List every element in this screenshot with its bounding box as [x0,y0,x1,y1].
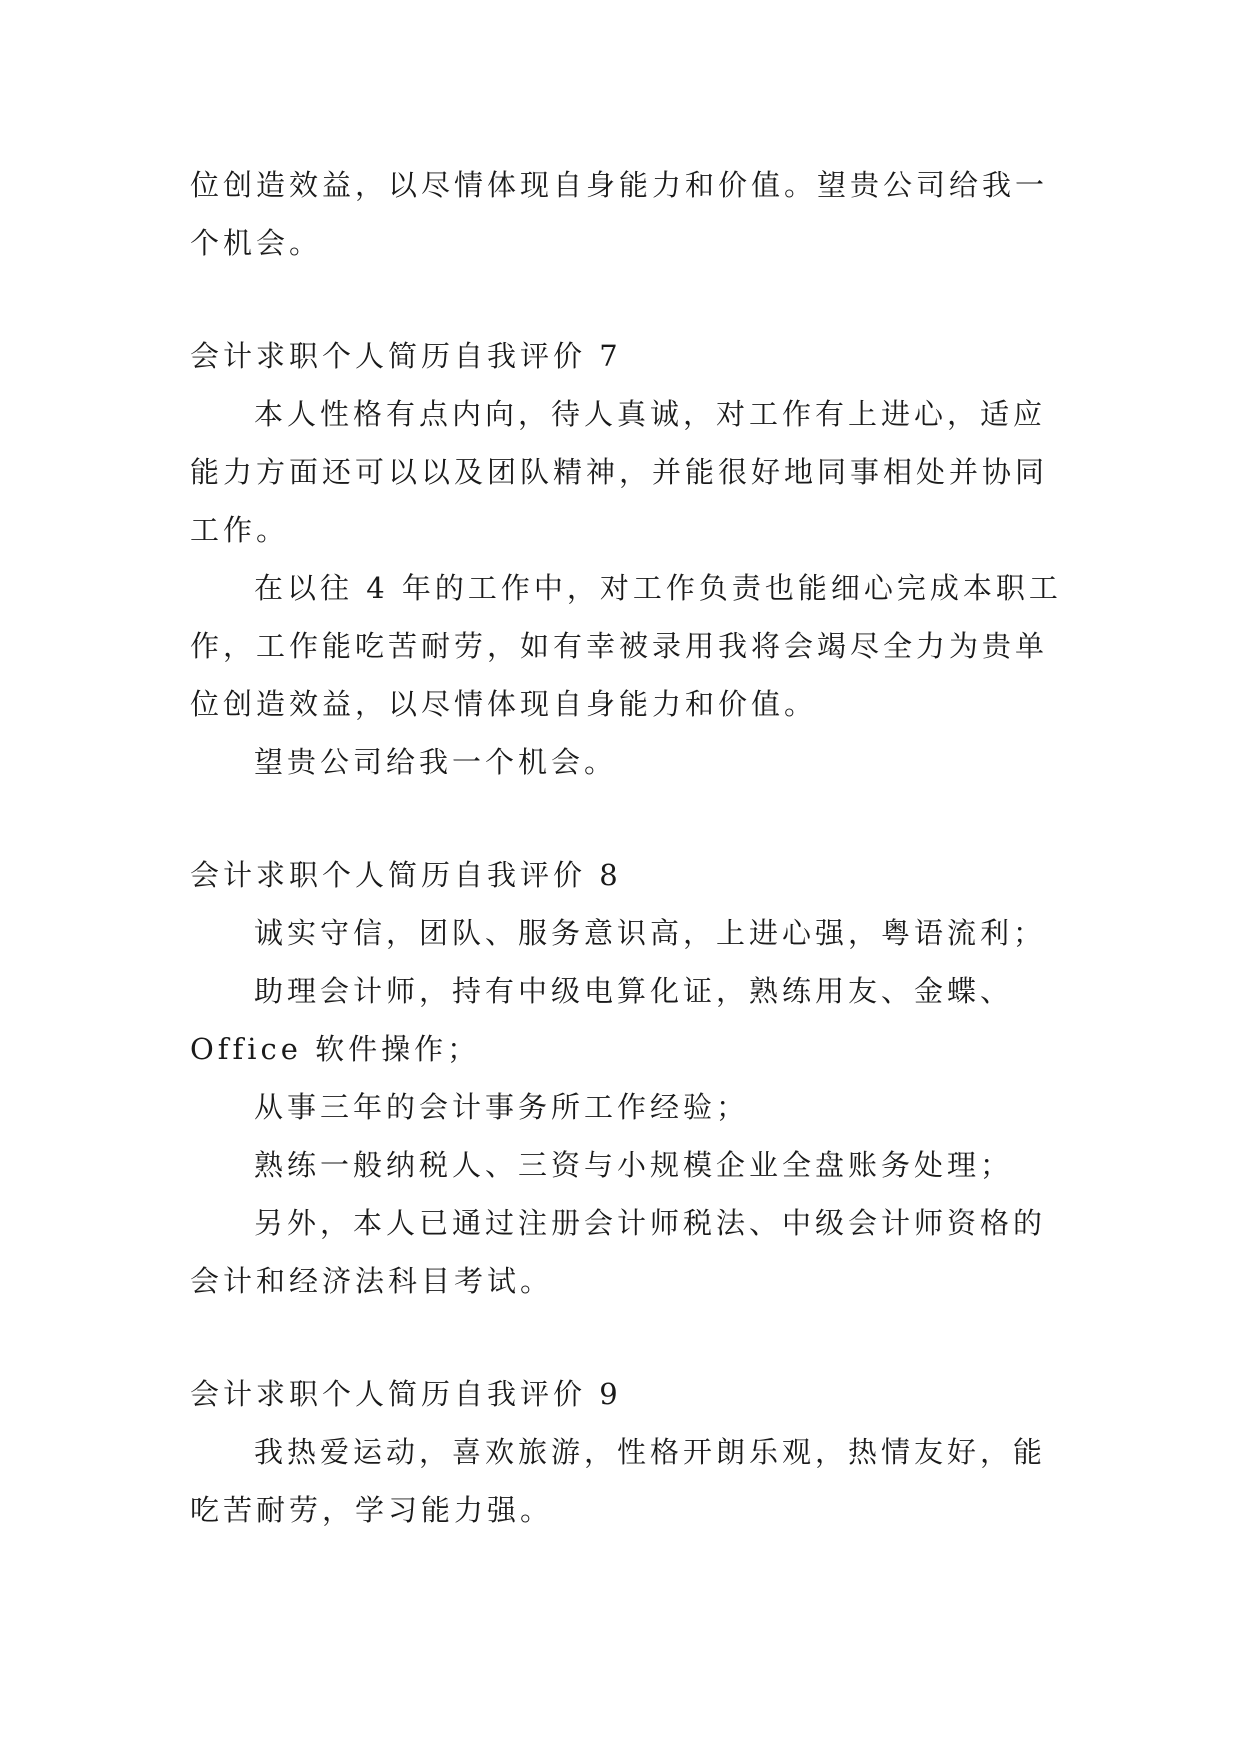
intro-paragraph [190,156,1060,272]
document-body [190,156,1060,1539]
paragraph-line: 个机会。 [190,226,323,260]
section-7-paragraph-1 [190,385,1060,559]
paragraph-line: 在以往 4 年的工作中，对工作负责也能细心完成本职工 [254,571,1062,605]
paragraph-line: 从事三年的会计事务所工作经验； [254,1090,750,1124]
section-8-paragraph-3 [190,1078,1060,1136]
section-7-paragraph-3 [190,733,1060,791]
section-7-paragraph-2 [190,559,1060,733]
paragraph-line: 望贵公司给我一个机会。 [254,745,618,779]
section-8-paragraph-2 [190,962,1060,1078]
paragraph-line: 工作。 [190,513,290,547]
section-8-paragraph-1 [190,904,1060,962]
paragraph-line: 会计和经济法科目考试。 [190,1264,554,1298]
section-8-paragraph-5 [190,1194,1060,1310]
section-9-paragraph-1 [190,1423,1060,1539]
paragraph-line: 诚实守信，团队、服务意识高，上进心强，粤语流利； [254,916,1047,950]
paragraph-line: 位创造效益，以尽情体现自身能力和价值。望贵公司给我一 [190,168,1049,202]
paragraph-line: 本人性格有点内向，待人真诚，对工作有上进心，适应 [254,397,1047,431]
section-title-9: 会计求职个人简历自我评价 9 [190,1377,622,1411]
paragraph-line: 我热爱运动，喜欢旅游，性格开朗乐观，热情友好，能 [254,1435,1047,1469]
paragraph-line: 能力方面还可以以及团队精神，并能很好地同事相处并协同 [190,455,1049,489]
paragraph-line: 位创造效益，以尽情体现自身能力和价值。 [190,687,818,721]
section-8-paragraph-4 [190,1136,1060,1194]
section-title-8: 会计求职个人简历自我评价 8 [190,858,622,892]
paragraph-line: Office 软件操作； [190,1032,481,1066]
paragraph-line: 熟练一般纳税人、三资与小规模企业全盘账务处理； [254,1148,1014,1182]
paragraph-line: 助理会计师，持有中级电算化证，熟练用友、金蝶、 [254,974,1014,1008]
paragraph-line: 作，工作能吃苦耐劳，如有幸被录用我将会竭尽全力为贵单 [190,629,1049,663]
paragraph-line: 另外，本人已通过注册会计师税法、中级会计师资格的 [254,1206,1047,1240]
paragraph-line: 吃苦耐劳，学习能力强。 [190,1493,554,1527]
section-title-7: 会计求职个人简历自我评价 7 [190,339,622,373]
